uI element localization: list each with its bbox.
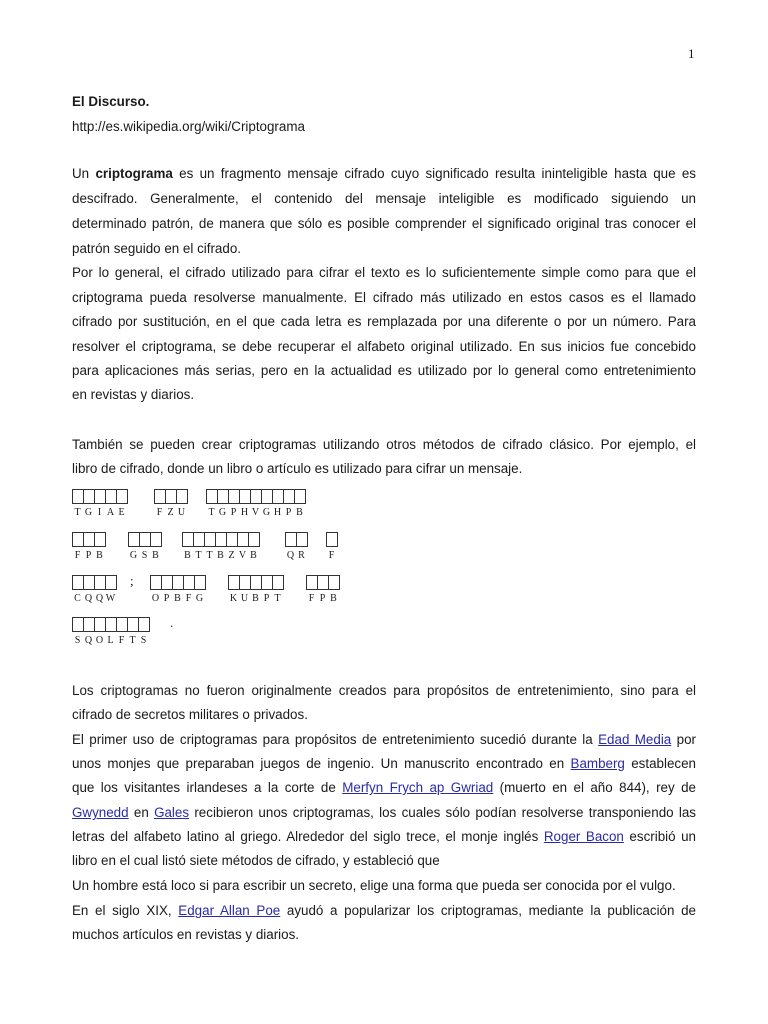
cipher-letter: B: [152, 550, 159, 561]
cipher-box: [138, 617, 150, 632]
cipher-letters: [206, 507, 305, 518]
cipher-letter: Q: [84, 635, 93, 646]
cipher-word: [72, 489, 127, 518]
cipher-punctuation: ;: [130, 573, 134, 588]
document-title: El Discurso.: [72, 94, 150, 109]
cipher-letters: [306, 593, 339, 604]
paragraph-4-line-2: cifrado de secretos militares o privados.: [72, 707, 308, 722]
cipher-letter: B: [252, 593, 259, 604]
cipher-letter: T: [74, 507, 81, 518]
paragraph-5-line-3: que los visitantes irlandeses a la corte de Merfyn Frych ap Gwriad (muerto en el año 844), rey de: [72, 780, 696, 795]
cipher-letters: [182, 550, 259, 561]
page-number: 1: [688, 46, 695, 61]
cipher-boxes: [72, 489, 127, 503]
cipher-letter: Z: [228, 550, 235, 561]
cipher-letter: P: [163, 593, 170, 604]
cipher-letter: H: [273, 507, 282, 518]
cipher-letter: F: [185, 593, 192, 604]
cipher-letter: U: [177, 507, 186, 518]
paragraph-5-line-6: libro en el cual listó siete métodos de cifrado, y estableció que: [72, 853, 440, 868]
cipher-letter: G: [129, 550, 138, 561]
cipher-letters: [72, 507, 127, 518]
cipher-letter: F: [328, 550, 335, 561]
cipher-boxes: [128, 532, 161, 546]
cipher-letter: T: [195, 550, 202, 561]
cipher-letters: [228, 593, 283, 604]
cipher-letters: [72, 635, 149, 646]
cipher-letter: G: [218, 507, 227, 518]
cipher-box: [294, 489, 306, 504]
cipher-box: [150, 532, 162, 547]
cipher-box: [105, 575, 117, 590]
cipher-word: [72, 532, 105, 561]
cipher-letter: F: [74, 550, 81, 561]
paragraph-5-line-2: unos monjes que preparaban juegos de ingenio. Un manuscrito encontrado en Bamberg establecen: [72, 756, 696, 771]
cipher-boxes: [150, 575, 205, 589]
paragraph-3-line-1: También se pueden crear criptogramas utilizando otros métodos de cifrado clásico. Por ejemplo, el: [72, 437, 696, 452]
cipher-word: [72, 617, 149, 646]
link-edgar-allan-poe[interactable]: Edgar Allan Poe: [178, 903, 281, 918]
cipher-letter: L: [107, 635, 114, 646]
cipher-boxes: [228, 575, 283, 589]
cipher-letters: [72, 593, 116, 604]
cipher-word: [150, 575, 205, 604]
cipher-letter: B: [184, 550, 191, 561]
cipher-letter: B: [96, 550, 103, 561]
cipher-word: [206, 489, 305, 518]
paragraph-5-line-5: letras del alfabeto latino al griego. Alrededor del siglo trece, el monje inglés Roger Bacon escribió un: [72, 829, 697, 844]
cipher-boxes: [72, 617, 149, 631]
cipher-box: [296, 532, 308, 547]
link-gwynedd[interactable]: Gwynedd: [72, 805, 129, 820]
link-bamberg[interactable]: Bamberg: [570, 756, 625, 771]
cipher-letter: S: [140, 635, 147, 646]
cipher-letter: T: [206, 550, 213, 561]
cipher-letter: B: [217, 550, 224, 561]
cipher-letter: P: [230, 507, 237, 518]
cipher-letter: Z: [167, 507, 174, 518]
cipher-boxes: [182, 532, 259, 546]
cipher-boxes: [285, 532, 307, 546]
cipher-boxes: [154, 489, 187, 503]
cipher-punctuation: .: [170, 615, 174, 630]
link-edad-media[interactable]: Edad Media: [598, 732, 672, 747]
source-url: http://es.wikipedia.org/wiki/Criptograma: [72, 119, 305, 134]
cipher-boxes: [72, 532, 105, 546]
cipher-letter: G: [262, 507, 271, 518]
cipher-letters: [128, 550, 161, 561]
cipher-letter: E: [118, 507, 125, 518]
cipher-word: [306, 575, 339, 604]
cipher-letter: O: [95, 635, 104, 646]
cipher-letter: P: [263, 593, 270, 604]
paragraph-1-line-2: descifrado. Generalmente, el contenido del mensaje inteligible es modificado siguiendo un: [72, 191, 696, 206]
cipher-boxes: [72, 575, 116, 589]
cipher-letter: S: [141, 550, 148, 561]
cipher-letter: G: [195, 593, 204, 604]
cipher-letter: A: [106, 507, 115, 518]
cipher-letter: S: [74, 635, 81, 646]
cipher-letter: U: [240, 593, 249, 604]
cipher-letter: Q: [95, 593, 104, 604]
paragraph-3-line-2: libro de cifrado, donde un libro o artículo es utilizado para cifrar un mensaje.: [72, 461, 523, 476]
cipher-letters: [285, 550, 307, 561]
cipher-boxes: [326, 532, 337, 546]
cipher-box: [272, 575, 284, 590]
cipher-letter: B: [296, 507, 303, 518]
cipher-letter: H: [240, 507, 249, 518]
cipher-letter: C: [74, 593, 81, 604]
paragraph-7-line-2: muchos artículos en revistas y diarios.: [72, 927, 299, 942]
cipher-letter: F: [156, 507, 163, 518]
cipher-word: [72, 575, 116, 604]
paragraph-2-line-2: criptograma pueda resolverse manualmente. El cifrado más utilizado en estos casos es el llamado: [72, 290, 696, 305]
cipher-box: [328, 575, 340, 590]
cipher-letter: B: [174, 593, 181, 604]
cipher-letter: G: [84, 507, 93, 518]
cipher-word: [154, 489, 187, 518]
cipher-word: [326, 532, 337, 561]
cipher-letter: Q: [286, 550, 295, 561]
cipher-word: [285, 532, 307, 561]
cipher-letters: [72, 550, 105, 561]
paragraph-2-line-6: en revistas y diarios.: [72, 387, 195, 402]
paragraph-2-line-4: resolver el criptograma, se debe recuperar el alfabeto original utilizado. En sus inicios fue concebido: [72, 339, 696, 354]
cipher-word: [182, 532, 259, 561]
cipher-letter: Q: [84, 593, 93, 604]
paragraph-1-line-3: determinado patrón, de manera que sólo es posible comprender el significado original tras conocer el: [72, 216, 696, 231]
paragraph-1-line-1: Un criptograma es un fragmento mensaje cifrado cuyo significado resulta ininteligible hasta que es: [72, 166, 696, 181]
cipher-letter: V: [251, 507, 260, 518]
cipher-letter: B: [250, 550, 257, 561]
quote-line: Un hombre está loco si para escribir un secreto, elige una forma que pueda ser conocida por el vulgo.: [72, 878, 676, 893]
paragraph-2-line-3: cifrado por sustitución, en el que cada letra es remplazada por una diferente o por un número. Para: [72, 314, 696, 329]
cipher-box: [94, 532, 106, 547]
cipher-letters: [154, 507, 187, 518]
paragraph-1-line-4: patrón seguido en el cifrado.: [72, 241, 241, 256]
paragraph-5-line-4: Gwynedd en Gales recibieron unos criptogramas, los cuales sólo podían resolverse transponiendo las: [72, 805, 696, 820]
cipher-boxes: [206, 489, 305, 503]
cipher-letter: F: [118, 635, 125, 646]
cipher-letter: P: [85, 550, 92, 561]
cipher-box: [194, 575, 206, 590]
paragraph-2-line-1: Por lo general, el cifrado utilizado para cifrar el texto es lo suficientemente simple como para que el: [72, 265, 696, 280]
cipher-letter: P: [319, 593, 326, 604]
cipher-box: [116, 489, 128, 504]
link-roger-bacon[interactable]: Roger Bacon: [543, 829, 624, 844]
cipher-letter: T: [208, 507, 215, 518]
paragraph-2-line-5: para aplicaciones más serias, pero en la actualidad es utilizado por lo general como entretenimiento: [72, 363, 696, 378]
cipher-word: [128, 532, 161, 561]
cipher-boxes: [306, 575, 339, 589]
cipher-letter: B: [330, 593, 337, 604]
cipher-letters: [150, 593, 205, 604]
cipher-letter: I: [97, 507, 102, 518]
cipher-box: [176, 489, 188, 504]
cipher-letter: F: [308, 593, 315, 604]
cipher-letters: [326, 550, 337, 561]
cipher-letter: O: [151, 593, 160, 604]
link-merfyn-frych[interactable]: Merfyn Frych ap Gwriad: [342, 780, 494, 795]
cipher-letter: W: [105, 593, 116, 604]
cipher-letter: T: [129, 635, 136, 646]
paragraph-7-line-1: En el siglo XIX, Edgar Allan Poe ayudó a popularizar los criptogramas, mediante la publicación de: [72, 903, 696, 918]
cipher-word: [228, 575, 283, 604]
cipher-box: [326, 532, 338, 547]
cipher-letter: P: [285, 507, 292, 518]
cipher-letter: V: [238, 550, 247, 561]
link-gales[interactable]: Gales: [154, 805, 190, 820]
cipher-box: [248, 532, 260, 547]
paragraph-4-line-1: Los criptogramas no fueron originalmente creados para propósitos de entretenimiento, sino para el: [72, 683, 696, 698]
cipher-letter: K: [229, 593, 238, 604]
paragraph-5-line-1: El primer uso de criptogramas para propósitos de entretenimiento sucedió durante la Edad Media por: [72, 732, 697, 747]
cipher-letter: T: [274, 593, 281, 604]
cipher-letter: R: [298, 550, 305, 561]
